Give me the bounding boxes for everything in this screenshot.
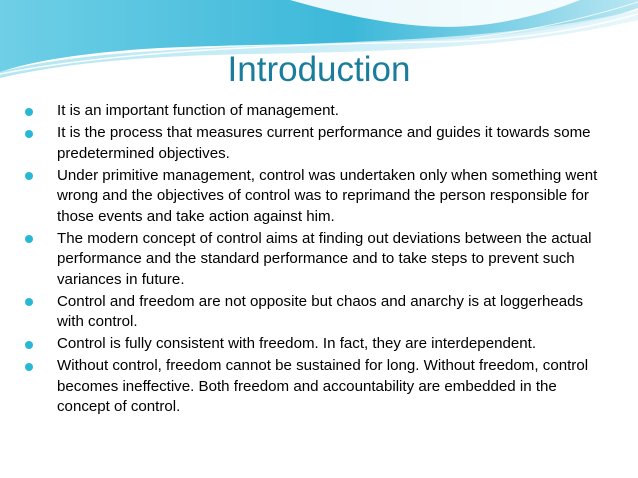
- bullet-dot-icon: [25, 341, 33, 349]
- list-item: [40, 166, 600, 228]
- bullet-text: The modern concept of control aims at finding out deviations between the actual performance and the standard performance and to take steps to prevent such variances in future.: [57, 229, 592, 288]
- list-item: [40, 123, 600, 164]
- bullet-text: It is an important function of management.: [57, 102, 339, 119]
- bullet-text: Without control, freedom cannot be sustained for long. Without freedom, control becomes ineffective. Both freedom and accountability are embedded in the concept of control.: [57, 357, 589, 415]
- bullet-dot-icon: [25, 363, 33, 371]
- bullet-dot-icon: [25, 108, 33, 116]
- list-item: [40, 356, 600, 418]
- list-item: [40, 101, 600, 122]
- bullet-list: [40, 101, 600, 419]
- slide-title: Introduction: [227, 50, 411, 89]
- bullet-text: Control is fully consistent with freedom. In fact, they are interdependent.: [57, 335, 537, 352]
- list-item: [40, 292, 600, 333]
- bullet-dot-icon: [25, 298, 33, 306]
- list-item: [40, 334, 600, 355]
- list-item: [40, 229, 600, 291]
- bullet-text: Under primitive management, control was undertaken only when something went wrong and the objectives of control was to reprimand the person responsible for those events and take action against him.: [57, 166, 598, 225]
- bullet-dot-icon: [25, 235, 33, 243]
- bullet-dot-icon: [25, 172, 33, 180]
- bullet-text: Control and freedom are not opposite but chaos and anarchy is at loggerheads with control.: [57, 292, 584, 330]
- bullet-text: It is the process that measures current performance and guides it towards some predetermined objectives.: [57, 124, 591, 162]
- bullet-dot-icon: [25, 130, 33, 138]
